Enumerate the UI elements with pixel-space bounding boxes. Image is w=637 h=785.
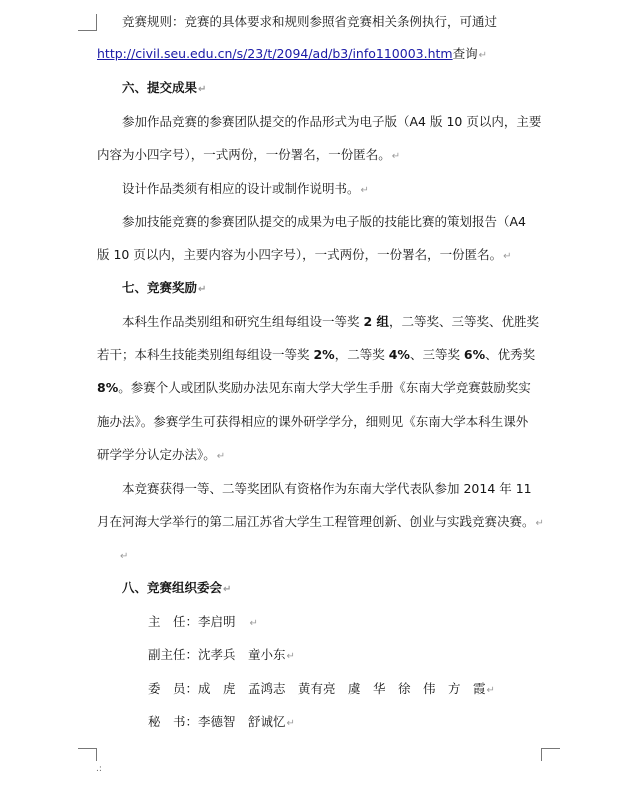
text-line: 参加技能竞赛的参赛团队提交的成果为电子版的技能比赛的策划报告（A4 — [122, 214, 527, 229]
committee-line: 委 员：成 虎 孟鸿志 黄有亮 虞 华 徐 伟 方 霞↵ — [148, 681, 495, 696]
text-line: 研学学分认定办法》。↵ — [97, 447, 226, 462]
section-heading-6: 六、提交成果↵ — [122, 80, 207, 95]
text-line: 若干；本科生技能类别组每组设一等奖 2%，二等奖 4%、三等奖 6%、优秀奖 — [97, 347, 536, 362]
section-heading-7: 七、竞赛奖励↵ — [122, 280, 207, 295]
text-line: 本科生作品类别组和研究生组每组设一等奖 2 组，二等奖、三等奖、优胜奖 — [122, 314, 540, 329]
text-line: 8%。参赛个人或团队奖励办法见东南大学大学生手册《东南大学竞赛鼓励奖实 — [97, 380, 531, 395]
text-line: 施办法》。参赛学生可获得相应的课外研学学分，细则见《东南大学本科生课外 — [97, 414, 529, 429]
text-line: 本竞赛获得一等、二等奖团队有资格作为东南大学代表队参加 2014 年 11 — [122, 481, 532, 496]
text-line: 竞赛规则：竞赛的具体要求和规则参照省竞赛相关条例执行，可通过 — [122, 14, 498, 29]
text-line: 内容为小四字号），一式两份，一份署名，一份匿名。↵ — [97, 147, 401, 162]
committee-line: 主 任：李启明 ↵ — [148, 614, 258, 629]
rules-link[interactable]: http://civil.seu.edu.cn/s/23/t/2094/ad/b3/info110003.htm — [97, 46, 453, 61]
crop-mark-bottom-left — [78, 748, 97, 761]
empty-paragraph-mark: ↵ — [120, 551, 129, 562]
text-line: 月在河海大学举行的第二届江苏省大学生工程管理创新、创业与实践竞赛决赛。↵ — [97, 514, 544, 529]
committee-line: 副主任：沈孝兵 童小东↵ — [148, 647, 295, 662]
crop-mark-top-left — [78, 14, 97, 31]
crop-mark-bottom-right — [541, 748, 560, 761]
text-line: http://civil.seu.edu.cn/s/23/t/2094/ad/b3/info110003.htm查询↵ — [97, 46, 488, 61]
text-line: 参加作品竞赛的参赛团队提交的作品形式为电子版（A4 版 10 页以内，主要 — [122, 114, 542, 129]
footer-marker: .: — [96, 764, 102, 774]
text-line: 设计作品类须有相应的设计或制作说明书。↵ — [122, 181, 369, 196]
section-heading-8: 八、竞赛组织委会↵ — [122, 580, 232, 595]
text-line: 版 10 页以内，主要内容为小四字号），一式两份，一份署名，一份匿名。↵ — [97, 247, 512, 262]
committee-line: 秘 书：李德智 舒诚忆↵ — [148, 714, 295, 729]
